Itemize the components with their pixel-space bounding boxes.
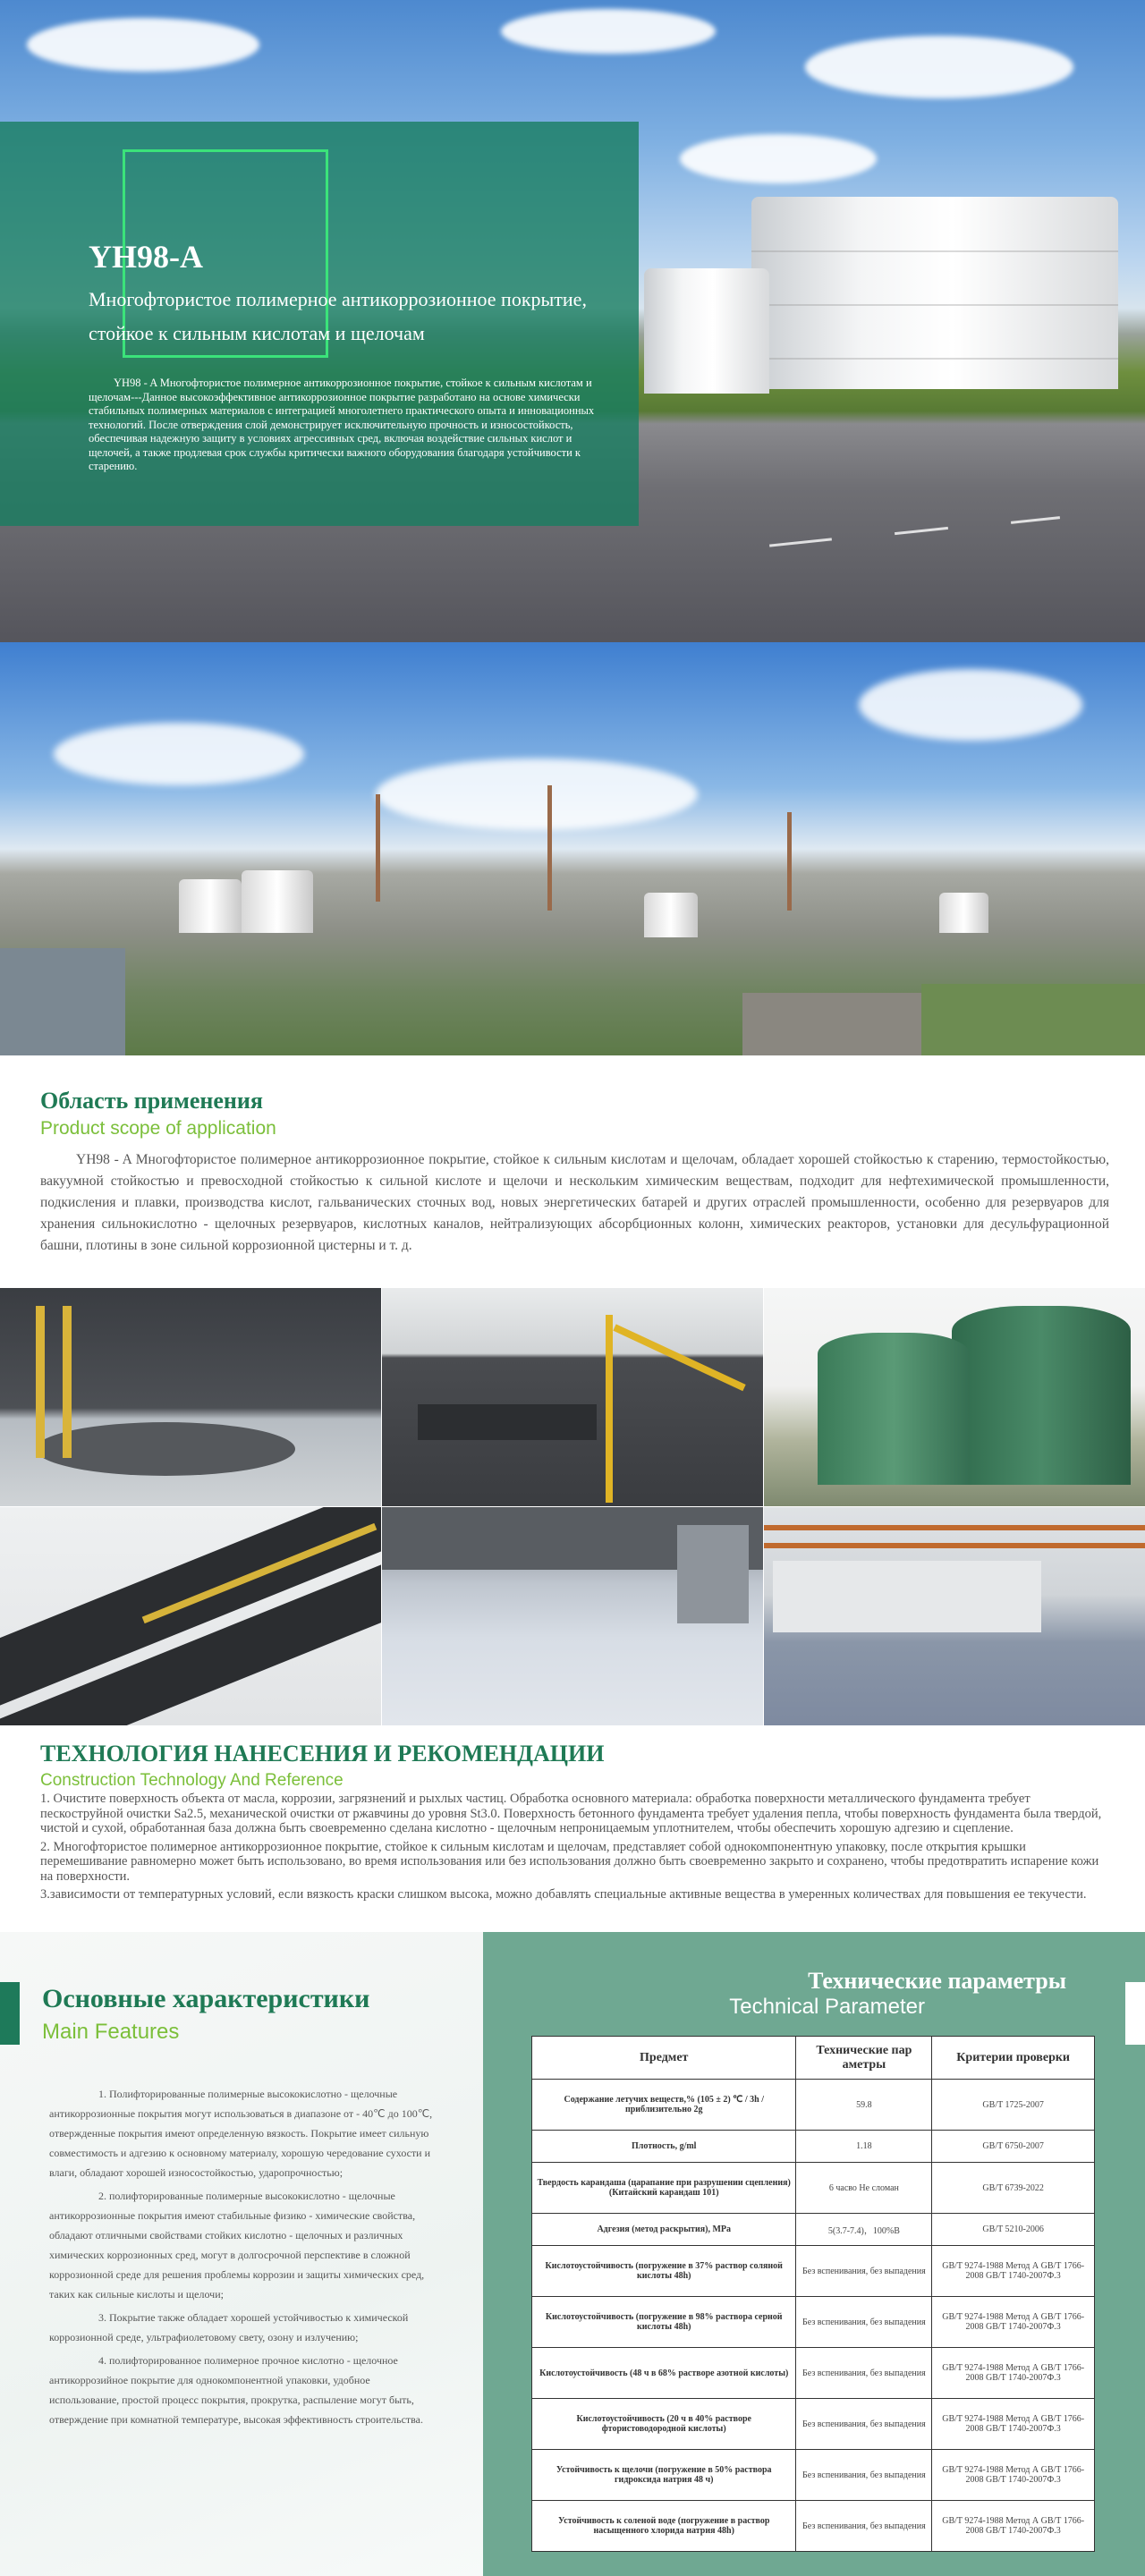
table-cell-item: Кислотоустойчивость (20 ч в 40% растворе фтористоводородной кислоты) <box>532 2399 796 2450</box>
hero-banner <box>0 0 1145 642</box>
header-standard: Критерии проверки <box>932 2037 1095 2080</box>
road-marking <box>895 527 948 535</box>
table-cell-value: 1.18 <box>796 2131 932 2163</box>
cloud-shape <box>501 9 716 54</box>
table-cell-standard: GB/T 6739-2022 <box>932 2163 1095 2214</box>
cloud-shape <box>805 36 1073 98</box>
table-cell-standard: GB/T 6750-2007 <box>932 2131 1095 2163</box>
section-subtitle-features: Main Features <box>42 2020 180 2044</box>
storage-tank <box>751 197 1118 389</box>
feature-item: 1. Полифторированные полимерные высококислотно - щелочные антикоррозионные покрытия могут использоваться в диапазоне от - 40℃ до 100℃, отвержденные покрытия имеют определенную вязкость. Покрытие имеет сильную совместимость и адгезию к основному материалу, хорошую чередование сухости и влаги, обладают хорошей износостойкостью, ударопрочностью; <box>49 2088 433 2179</box>
road-marking <box>1011 516 1060 524</box>
table-cell-standard: GB/T 9274-1988 Метод А GB/T 1766-2008 GB/T 1740-2007Ф.3 <box>932 2348 1095 2399</box>
plant-tank <box>242 870 313 933</box>
storage-tank <box>644 268 769 394</box>
section-subtitle-application: Product scope of application <box>40 1118 276 1139</box>
table-cell-value: 6 часво Не сломан <box>796 2163 932 2214</box>
table-cell-value: 59.8 <box>796 2080 932 2131</box>
table-row <box>532 2399 1095 2450</box>
table-cell-standard: GB/T 1725-2007 <box>932 2080 1095 2131</box>
header-value: Технические пар аметры <box>796 2037 932 2080</box>
product-title: YH98-A <box>89 239 203 275</box>
table-cell-standard: GB/T 5210-2006 <box>932 2214 1095 2246</box>
section-title-application: Область применения <box>40 1088 263 1114</box>
plant-building <box>742 993 921 1055</box>
application-photo-grid <box>0 1288 1145 1724</box>
feature-item: 3. Покрытие также обладает хорошей устойчивостью к химической коррозионной среде, ультрафиолетовому свету, озону и излучению; <box>49 2311 409 2343</box>
technology-step: 3.зависимости от температурных условий, если вязкость краски слишком высока, можно добавлять специальные активные вещества в умеренных количествах для повышения ее текучести. <box>40 1887 1087 1902</box>
table-cell-item: Кислотоустойчивость (погружение в 37% раствор соляной кислоты 48h) <box>532 2246 796 2297</box>
table-cell-value: Без вспенивания, без выпадения <box>796 2399 932 2450</box>
features-list <box>49 2084 434 2433</box>
table-header-row <box>532 2037 1095 2080</box>
plant-building <box>0 948 125 1055</box>
section-subtitle-technology: Construction Technology And Reference <box>40 1771 344 1790</box>
feature-item: 4. полифторированное полимерное прочное кислотно - щелочное антикоррозийное покрытие для однокомпонентной упаковки, удобное использование, простой процесс покрытия, прокрутка, распыление могут быть, отверждение при комнатной температуре, высокая эффективность строительства. <box>49 2354 423 2426</box>
section-title-features: Основные характеристики <box>42 1984 370 2013</box>
chimney-stack <box>787 812 792 911</box>
application-text: YH98 - A Многофтористое полимерное антикоррозионное покрытие, стойкое к сильным кислотам и щелочам, обладает хорошей стойкостью к старению, термостойкостью, вакуумной стойкостью и превосходной стойкостью к сильной кислоте и щелочи и нескольким химическим веществам, подходит для нефтехимической промышленности, подкисления и плавки, производства кислот, гальванических сточных вод, новых энергетических батарей и других отраслей промышленности, особенно для резервуаров для хранения сильнокислотно - щелочных резервуаров, кислотных каналов, нейтрализующих абсорбционных колонн, химических реакторов, установки для десульфурационной башни, плотины в зоне сильной коррозионной цистерны и т. д. <box>40 1152 1109 1253</box>
plant-tank <box>644 893 698 937</box>
technical-parameters-panel <box>483 1932 1145 2576</box>
technology-steps <box>40 1792 1109 1906</box>
cloud-shape <box>376 758 698 830</box>
table-cell-item: Плотность, g/ml <box>532 2131 796 2163</box>
chemical-plant-photo <box>0 642 1145 1055</box>
plant-greenery <box>921 984 1145 1055</box>
table-cell-item: Устойчивость к щелочи (погружение в 50% раствора гидроксида натрия 48 ч) <box>532 2450 796 2501</box>
cloud-shape <box>27 18 259 72</box>
table-cell-standard: GB/T 9274-1988 Метод А GB/T 1766-2008 GB/T 1740-2007Ф.3 <box>932 2501 1095 2552</box>
table-cell-item: Содержание летучих веществ,% (105 ± 2) ℃ / 3h / приблизительно 2g <box>532 2080 796 2131</box>
table-row <box>532 2246 1095 2297</box>
table-cell-item: Кислотоустойчивость (погружение в 98% раствора серной кислоты 48h) <box>532 2297 796 2348</box>
photo-plating-workshop <box>764 1507 1145 1725</box>
table-row <box>532 2131 1095 2163</box>
table-cell-value: Без вспенивания, без выпадения <box>796 2297 932 2348</box>
photo-coated-tanks <box>0 1288 381 1506</box>
cloud-shape <box>859 669 1082 741</box>
chimney-stack <box>376 794 380 902</box>
parameters-table <box>531 2036 1095 2552</box>
section-title-parameters: Технические параметры <box>808 1968 1066 1994</box>
table-cell-standard: GB/T 9274-1988 Метод А GB/T 1766-2008 GB/T 1740-2007Ф.3 <box>932 2246 1095 2297</box>
section-marker <box>0 1982 20 2045</box>
table-cell-value: Без вспенивания, без выпадения <box>796 2450 932 2501</box>
feature-item: 2. полифторированные полимерные высококислотно - щелочные антикоррозионные покрытия имеют стабильные физико - химические свойства, обладают отличными свойствами стойких кислотно - щелочных и различных химических коррозионных сред, могут в долгосрочной перспективе в сложной коррозионной среде для решения проблемы коррозии и защиты химических сред, таких как сильные кислоты и щелочи; <box>49 2190 425 2301</box>
chimney-stack <box>547 785 552 911</box>
section-marker <box>1125 1982 1145 2045</box>
table-cell-value: Без вспенивания, без выпадения <box>796 2348 932 2399</box>
product-description: YH98 - A Многофтористое полимерное антикоррозионное покрытие, стойкое к сильным кислотам и щелочам---Данное высокоэффективное антикоррозионное покрытие разработано на основе химически стабильных полимерных материалов с интеграцией многолетнего практического опыта и инновационных технологий. После отверждения слой демонстрирует исключительную прочность и износостойкость, обеспечивая надежную защиту в условиях агрессивных сред, включая воздействие сильных кислот и щелочей, а также продлевая срок службы критически важного оборудования благодаря устойчивости к старению. <box>89 377 595 472</box>
product-subtitle: Многофтористое полимерное антикоррозионное покрытие, стойкое к сильным кислотам и щелочам <box>89 288 587 344</box>
table-cell-value: Без вспенивания, без выпадения <box>796 2246 932 2297</box>
table-row <box>532 2163 1095 2214</box>
technology-step: 2. Многофтористое полимерное антикоррозионное покрытие, стойкое к сильным кислотам и щелочам, представляет собой однокомпонентную упаковку, после открытия крышки перемешивание равномерно может быть использовано, во время использования или без использования должно быть своевременно закрыто и сохранено, чтобы предотвратить испарение кожи на поверхности. <box>40 1839 1099 1884</box>
table-cell-item: Устойчивость к соленой воде (погружение в раствор насыщенного хлорида натрия 48h) <box>532 2501 796 2552</box>
technology-step: 1. Очистите поверхность объекта от масла, коррозии, загрязнений и рыхлых частиц. Обработка основного материала: обработка поверхности металлического фундамента требует пескоструйной очистки Sa2.5, механической очистки от ржавчины до уровня St3.0. Поверхность бетонного фундамента требует удаления пепла, чтобы поверхность фундамента была твердой, чистой и сухой, обработанная база должна быть своевременно сделана кислотно - щелочным непроницаемым уплотнителем, чтобы обеспечить хорошую адгезию и сцепление. <box>40 1792 1102 1835</box>
table-cell-standard: GB/T 9274-1988 Метод А GB/T 1766-2008 GB/T 1740-2007Ф.3 <box>932 2399 1095 2450</box>
table-row <box>532 2501 1095 2552</box>
photo-coated-floor-room <box>382 1507 763 1725</box>
table-row <box>532 2450 1095 2501</box>
table-row <box>532 2348 1095 2399</box>
photo-green-tanks <box>764 1288 1145 1506</box>
table-cell-item: Адгезия (метод раскрытия), MPa <box>532 2214 796 2246</box>
table-cell-item: Кислотоустойчивость (48 ч в 68% растворе азотной кислоты) <box>532 2348 796 2399</box>
header-item: Предмет <box>532 2037 796 2080</box>
section-title-technology: ТЕХНОЛОГИЯ НАНЕСЕНИЯ И РЕКОМЕНДАЦИИ <box>40 1741 605 1767</box>
main-features-panel <box>0 1932 483 2576</box>
table-cell-value: 5(3.7-7.4)，100%B <box>796 2214 932 2246</box>
plant-tank <box>179 879 242 933</box>
table-cell-standard: GB/T 9274-1988 Метод А GB/T 1766-2008 GB/T 1740-2007Ф.3 <box>932 2450 1095 2501</box>
table-cell-value: Без вспенивания, без выпадения <box>796 2501 932 2552</box>
table-row <box>532 2080 1095 2131</box>
table-cell-item: Твердость карандаша (царапание при разрушении сцепления) (Китайский карандаш 101) <box>532 2163 796 2214</box>
table-row <box>532 2214 1095 2246</box>
cloud-shape <box>680 134 877 183</box>
photo-coated-pit <box>382 1288 763 1506</box>
photo-coated-channel <box>0 1507 381 1725</box>
road-marking <box>769 538 832 547</box>
cloud-shape <box>54 723 304 785</box>
table-row <box>532 2297 1095 2348</box>
section-subtitle-parameters: Technical Parameter <box>729 1995 925 2019</box>
plant-tank <box>939 893 988 933</box>
table-cell-standard: GB/T 9274-1988 Метод А GB/T 1766-2008 GB/T 1740-2007Ф.3 <box>932 2297 1095 2348</box>
